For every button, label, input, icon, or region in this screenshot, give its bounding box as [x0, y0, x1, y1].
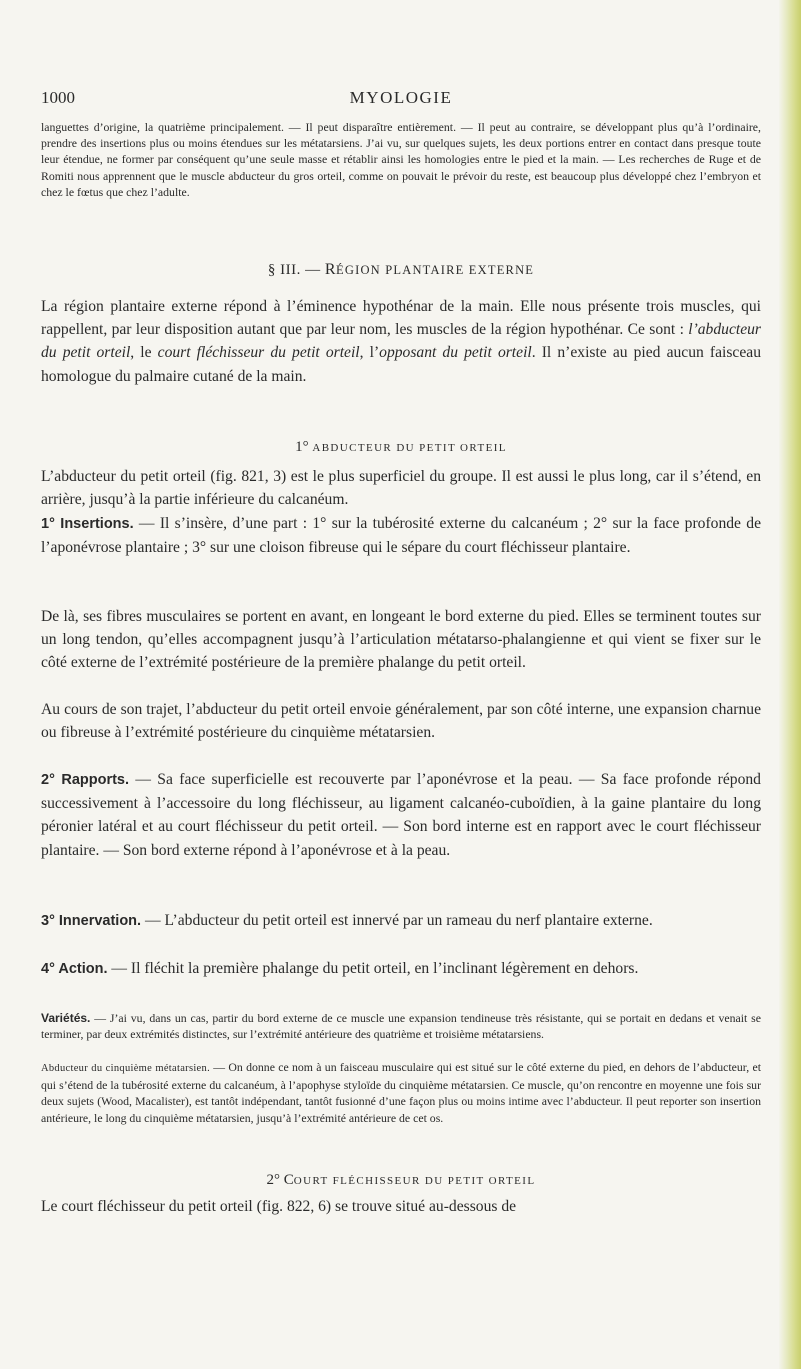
innervation-label: 3° Innervation.: [41, 913, 142, 929]
page-number: 1000: [41, 88, 75, 107]
abducteur-cinquieme-paragraph: Abducteur du cinquième métatarsien. — On donne ce nom à un faisceau musculaire qui est situé sur le côté externe du pied, en dehors de l’abducteur, et qui s’étend de la tubérosité externe du calcanéum, à l’apophyse styloïde du cinquième métatarsien. Ce muscle, qu’on rencontre en moyenne une fois sur deux sujets (Wood, Macalister), est tantôt indépendant, tantôt fusionné d’une façon plus ou moins intime avec l’abducteur. Il peut reporter son insertion antérieure, le long du cinquième métatarsien, jusqu’à l’extrémité antérieure de cet os.: [41, 1060, 761, 1125]
running-title: MYOLOGIE: [349, 88, 453, 107]
region-paragraph: La région plantaire externe répond à l’éminence hypothénar de la main. Elle nous présente trois muscles, qui rappellent, par leur disposition autant que par leur nom, les muscles de la région hypothénar. Ce sont : l’abducteur du petit orteil, le court fléchisseur du petit orteil, l’opposant du petit orteil. Il n’existe au pied aucun faisceau homologue du palmaire cutané de la main.: [41, 298, 761, 385]
action-label: 4° Action.: [41, 961, 108, 977]
varietes-label: Variétés.: [41, 1011, 91, 1025]
court-flechisseur-intro: Le court fléchisseur du petit orteil (fig. 822, 6) se trouve situé au-dessous de: [41, 1198, 517, 1215]
section-heading: § III. — RÉGION PLANTAIRE EXTERNE: [267, 261, 535, 278]
insertions-paragraph-2: De là, ses fibres musculaires se portent en avant, en longeant le bord externe du pied. Elles se terminent toutes sur un long tendon, qu’elles accompagnent jusqu’à l’articulation métatarso-phalangienne et qui vient se fixer sur le côté externe de l’extrémité postérieure de la première phalange du petit orteil.: [41, 608, 761, 672]
muscle-name-court-flechisseur: court fléchisseur du petit orteil: [157, 344, 360, 362]
intro-paragraph: languettes d’origine, la quatrième principalement. — Il peut disparaître entièrement. — Il peut au contraire, se développant plus qu’à l’ordinaire, prendre des insertions plus ou moins étendues sur les métatarsiens. J’ai vu, sur quelques sujets, les deux portions entrer en contact dans presque toute leur étendue, ne former par conséquent qu’une seule masse et rétablir ainsi les homologies entre le pied et la main. — Les recherches de Ruge et de Romiti nous apprennent que le muscle abducteur du gros orteil, comme on pouvait le prévoir du reste, est beaucoup plus développé chez l’embryon et chez le fœtus que chez l’adulte.: [41, 120, 761, 199]
rapports-label: 2° Rapports.: [41, 772, 130, 788]
innervation-paragraph: 3° Innervation. — L’abducteur du petit orteil est innervé par un rameau du nerf plantaire externe.: [41, 912, 653, 929]
running-header: [41, 88, 761, 112]
muscle-name-opposant: opposant du petit orteil: [379, 344, 532, 362]
insertions-paragraph: 1° Insertions. — Il s’insère, d’une part : 1° sur la tubérosité externe du calcanéum ; 2° sur la face profonde de l’aponévrose plantaire ; 3° sur une cloison fibreuse qui le sépare du court fléchisseur plantaire.: [41, 515, 761, 557]
subsection-heading-abducteur: 1° ABDUCTEUR DU PETIT ORTEIL: [295, 439, 507, 455]
subsection-heading-court-flechisseur: 2° COURT FLÉCHISSEUR DU PETIT ORTEIL: [266, 1172, 536, 1188]
muscle-name-abducteur: l’abducteur du petit orteil: [41, 321, 761, 362]
rapports-paragraph: 2° Rapports. — Sa face superficielle est recouverte par l’aponévrose et la peau. — Sa face profonde répond successivement à l’accessoire du long fléchisseur, au ligament calcanéo-cuboïdien, à la gaine plantaire du long péronier latéral et au court fléchisseur du petit orteil. — Son bord interne est en rapport avec le court fléchisseur plantaire. — Son bord externe répond à l’aponévrose et à la peau.: [41, 771, 761, 859]
abducteur-intro: L’abducteur du petit orteil (fig. 821, 3) est le plus superficiel du groupe. Il est aussi le plus long, car il s’étend, en arrière, jusqu’à la partie inférieure du calcanéum.: [41, 468, 761, 509]
insertions-label: 1° Insertions.: [41, 516, 134, 532]
abducteur-cinquieme-label: Abducteur du cinquième métatarsien.: [41, 1063, 210, 1074]
varietes-paragraph: Variétés. — J’ai vu, dans un cas, partir du bord externe de ce muscle une expansion tendineuse très résistante, qui se portait en dedans et venait se terminer, par deux extrémités distinctes, sur l’extrémité antérieure des quatrième et troisième métatarsiens.: [41, 1011, 761, 1042]
insertions-paragraph-3: Au cours de son trajet, l’abducteur du petit orteil envoie généralement, par son côté interne, une expansion charnue ou fibreuse à l’extrémité postérieure du cinquième métatarsien.: [41, 701, 761, 742]
action-paragraph: 4° Action. — Il fléchit la première phalange du petit orteil, en l’inclinant légèrement en dehors.: [41, 960, 639, 977]
